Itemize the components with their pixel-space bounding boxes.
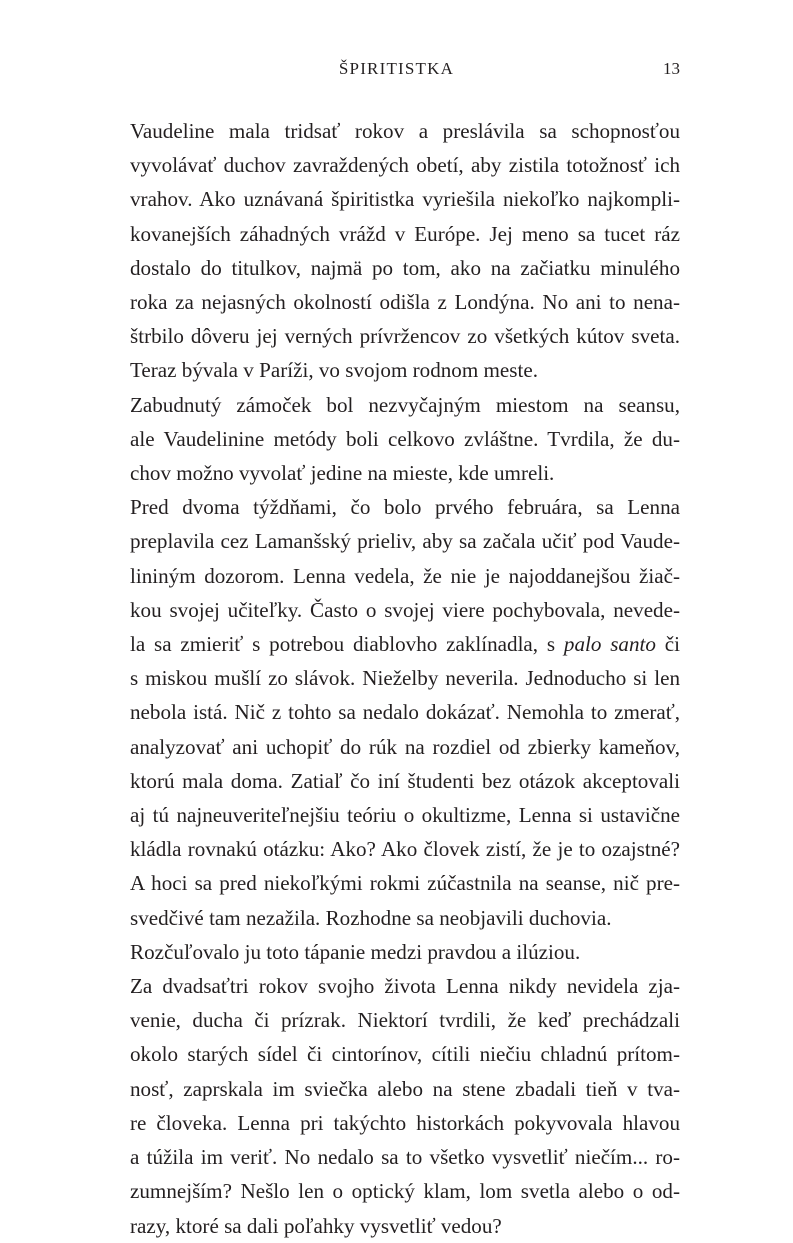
paragraph-3 xyxy=(130,490,680,935)
text-line: Teraz bývala v Paríži, vo svojom rodnom meste. xyxy=(130,358,538,383)
text-line: roka za nejasných okolností odišla z Londýna. No ani to nena- xyxy=(130,290,680,315)
text-line: vyvolávať duchov zavraždených obetí, aby zistila totožnosť ich xyxy=(130,153,680,178)
text-line: zumnejším? Nešlo len o optický klam, lom svetla alebo o od- xyxy=(130,1179,680,1204)
text-line: svedčivé tam nezažila. Rozhodne sa neobjavili duchovia. xyxy=(130,905,612,930)
text-line: vrahov. Ako uznávaná špiritistka vyriešila niekoľko najkompli- xyxy=(130,187,680,212)
paragraph-2 xyxy=(130,388,680,491)
text-line: venie, ducha či prízrak. Niektorí tvrdili, že keď prechádzali xyxy=(130,1008,680,1033)
text-line: razy, ktoré sa dali poľahky vysvetliť vedou? xyxy=(130,1213,502,1238)
text-line: ale Vaudelinine metódy boli celkovo zvláštne. Tvrdila, že du- xyxy=(130,426,680,451)
text-line: re človeka. Lenna pri takýchto historkách pokyvovala hlavou xyxy=(130,1110,680,1135)
italic-term: palo santo xyxy=(563,632,656,657)
text-line: Rozčuľovalo ju toto tápanie medzi pravdou a ilúziou. xyxy=(130,939,581,964)
text-line: s miskou mušlí zo slávok. Nieželby neverila. Jednoducho si len xyxy=(130,666,680,691)
text-line: ktorú mala doma. Zatiaľ čo iní študenti bez otázok akceptovali xyxy=(130,768,680,793)
text-line: lininým dozorom. Lenna vedela, že nie je najoddanejšou žiač- xyxy=(130,563,680,588)
paragraph-5 xyxy=(130,969,680,1243)
text-line: A hoci sa pred niekoľkými rokmi zúčastnila na seanse, nič pre- xyxy=(130,871,680,896)
text-line: nosť, zaprskala im sviečka alebo na stene zbadali tieň v tva- xyxy=(130,1076,680,1101)
text-line: analyzovať ani uchopiť do rúk na rozdiel od zbierky kameňov, xyxy=(130,734,680,759)
text-line: chov možno vyvolať jedine na mieste, kde umreli. xyxy=(130,461,555,486)
text-line: Zabudnutý zámoček bol nezvyčajným miestom na seansu, xyxy=(130,392,680,417)
text-line: aj tú najneuveriteľnejšiu teóriu o okultizme, Lenna si ustavične xyxy=(130,803,680,828)
text-line: Vaudeline mala tridsať rokov a preslávila sa schopnosťou xyxy=(130,119,680,143)
text-line: Za dvadsaťtri rokov svojho života Lenna nikdy nevidela zja- xyxy=(130,974,680,999)
text-line: nebola istá. Nič z tohto sa nedalo dokázať. Nemohla to zmerať, xyxy=(130,700,680,725)
page-number: 13 xyxy=(663,59,680,78)
text-line-with-italic xyxy=(130,627,680,661)
text-line: štrbilo dôveru jej verných prívržencov zo všetkých kútov sveta. xyxy=(130,324,680,349)
running-title: ŠPIRITISTKA xyxy=(338,59,455,78)
text-line: dostalo do titulkov, najmä po tom, ako na začiatku minulého xyxy=(130,255,680,280)
text-line: kovanejších záhadných vrážd v Európe. Jej meno sa tucet ráz xyxy=(130,221,680,246)
text-line: preplavila cez Lamanšský prieliv, aby sa začala učiť pod Vaude- xyxy=(130,529,680,554)
body-text xyxy=(130,114,680,1243)
text-segment: či xyxy=(655,632,680,657)
text-line: a túžila im veriť. No nedalo sa to všetko vysvetliť niečím... ro- xyxy=(130,1145,680,1170)
running-head xyxy=(0,56,793,82)
text-line: kou svojej učiteľky. Často o svojej viere pochybovala, nevede- xyxy=(130,597,680,622)
text-line: kládla rovnakú otázku: Ako? Ako človek zistí, že je to ozajstné? xyxy=(130,837,680,862)
text-line: okolo starých sídel či cintorínov, cítili niečiu chladnú prítom- xyxy=(130,1042,680,1067)
text-line: Pred dvoma týždňami, čo bolo prvého februára, sa Lenna xyxy=(130,495,680,520)
paragraph-1 xyxy=(130,114,680,388)
paragraph-4 xyxy=(130,935,680,969)
text-segment: la sa zmieriť s potrebou diablovho zaklínadla, s xyxy=(130,632,564,657)
